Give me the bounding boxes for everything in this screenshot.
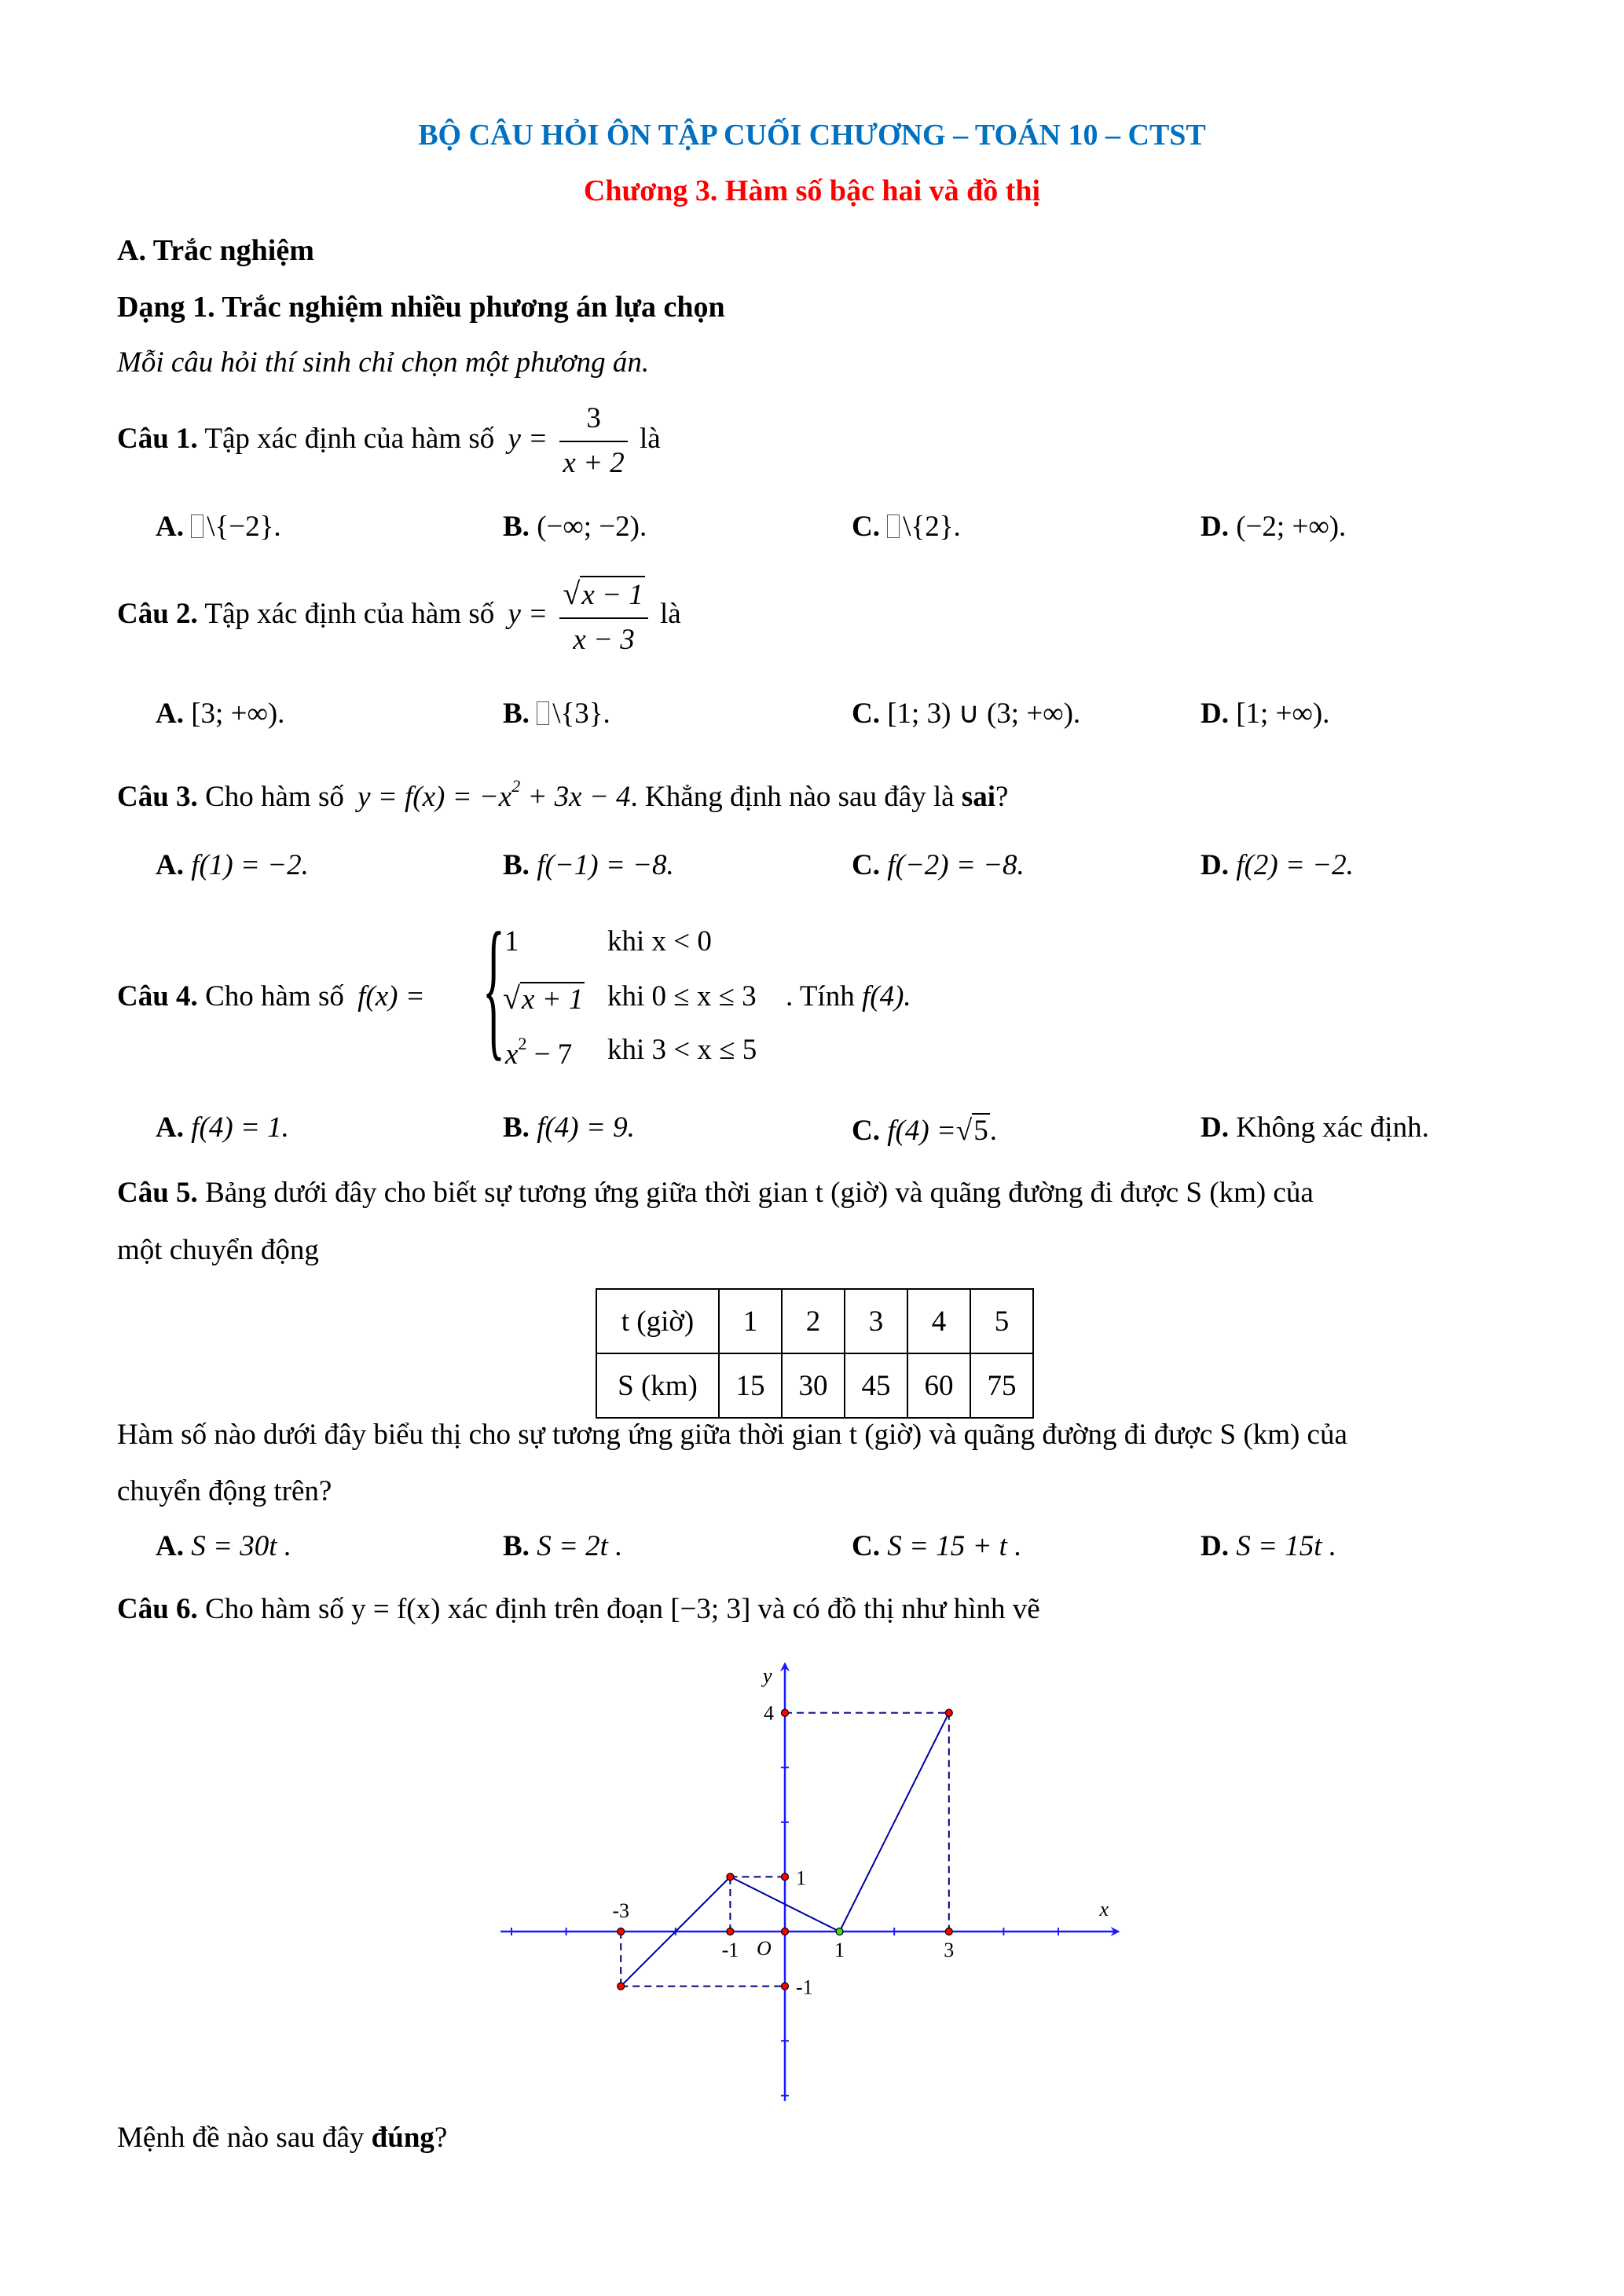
question-label: Câu 4. xyxy=(117,980,198,1013)
highlight-point xyxy=(836,1928,843,1935)
question-5-ask-line1: Hàm số nào dưới đây biểu thị cho sự tương ứng giữa thời gian t (giờ) và quãng đường đi được S (km) của xyxy=(117,1419,1347,1451)
function-polyline xyxy=(621,1713,949,1987)
marked-point xyxy=(782,1709,789,1716)
x-axis-label: x xyxy=(1099,1898,1109,1921)
ask-end: ? xyxy=(434,2122,448,2154)
case-expr: x + 1 xyxy=(521,983,584,1016)
option-a[interactable] xyxy=(156,699,284,728)
option-a[interactable] xyxy=(156,512,281,541)
section-heading: A. Trắc nghiệm xyxy=(117,234,314,267)
table-cell: 1 xyxy=(719,1289,782,1353)
case-2 xyxy=(503,982,585,1014)
table-cell: 4 xyxy=(907,1289,970,1353)
marked-point xyxy=(945,1928,952,1935)
case-3-cond: khi 3 < x ≤ 5 xyxy=(607,1034,757,1066)
fraction-denominator: x − 3 xyxy=(573,623,635,656)
option-letter: A. xyxy=(156,849,184,881)
ask-text: Mệnh đề nào sau đây xyxy=(117,2122,365,2154)
question-tail: là xyxy=(659,598,681,631)
option-c[interactable] xyxy=(852,1532,1021,1561)
option-letter: A. xyxy=(156,1111,184,1144)
table-cell: 30 xyxy=(782,1353,845,1418)
option-text: S = 30t . xyxy=(191,1530,291,1562)
document-title: BỘ CÂU HỎI ÔN TẬP CUỐI CHƯƠNG – TOÁN 10 – CTST xyxy=(418,119,1206,152)
marked-point xyxy=(945,1709,952,1716)
question-text: Cho hàm số y = f(x) xác định trên đoạn [−3; 3] và có đồ thị như hình vẽ xyxy=(205,1593,1040,1625)
option-text: S = 15t . xyxy=(1236,1530,1336,1562)
option-text: f(−2) = −8. xyxy=(887,849,1025,881)
table-cell: 75 xyxy=(970,1353,1033,1418)
question-6-ask xyxy=(117,2123,447,2152)
case-3: $x^2 - 7$ xyxy=(505,1034,573,1071)
option-c[interactable] xyxy=(852,699,1080,728)
option-letter: A. xyxy=(156,698,184,730)
option-d[interactable] xyxy=(1201,1532,1336,1561)
sqrt-sign-icon: √ xyxy=(955,1115,973,1147)
question-1 xyxy=(117,402,661,480)
option-a[interactable] xyxy=(156,851,309,880)
question-label: Câu 2. xyxy=(117,598,198,631)
fraction-numerator: 3 xyxy=(559,402,627,442)
table-row xyxy=(596,1353,1033,1418)
option-text: [3; +∞). xyxy=(191,698,285,730)
emphasis: sai xyxy=(961,781,996,813)
question-tail: là xyxy=(640,423,661,456)
option-b[interactable] xyxy=(503,851,674,880)
option-c[interactable] xyxy=(852,512,961,541)
option-c[interactable] xyxy=(852,851,1025,880)
data-table xyxy=(596,1288,1034,1419)
option-letter: C. xyxy=(852,511,880,543)
option-text: f(4) = xyxy=(887,1115,956,1147)
table-cell: S (km) xyxy=(596,1353,719,1418)
option-text: \{−2}. xyxy=(207,511,281,543)
option-letter: B. xyxy=(503,698,530,730)
option-text: f(4) = 9. xyxy=(537,1111,635,1144)
table-cell: 2 xyxy=(782,1289,845,1353)
marked-point xyxy=(618,1983,625,1990)
question-5-ask-line2: chuyển động trên? xyxy=(117,1475,332,1507)
case-1-cond: khi x < 0 xyxy=(607,925,712,958)
radicand: x − 1 xyxy=(580,576,644,613)
axes xyxy=(500,1664,1118,2101)
fraction xyxy=(559,402,627,480)
table-cell: 3 xyxy=(845,1289,907,1353)
ask-formula: f(4). xyxy=(861,980,911,1013)
question-label: Câu 5. xyxy=(117,1177,198,1209)
x-tick-label: -1 xyxy=(721,1939,739,1961)
x-tick-label: 3 xyxy=(944,1939,955,1961)
option-d[interactable] xyxy=(1201,699,1329,728)
option-d[interactable] xyxy=(1201,512,1346,541)
option-letter: B. xyxy=(503,511,530,543)
question-2 xyxy=(117,576,681,657)
formula-lhs: y = xyxy=(508,598,548,631)
question-3 xyxy=(117,778,1008,811)
missing-glyph-icon xyxy=(887,514,900,538)
option-letter: C. xyxy=(852,849,880,881)
option-text: Không xác định. xyxy=(1236,1111,1429,1144)
question-text: Cho hàm số xyxy=(205,781,344,813)
marked-point xyxy=(618,1928,625,1935)
fraction-denominator: x + 2 xyxy=(563,446,625,479)
option-letter: C. xyxy=(852,698,880,730)
fraction-numerator xyxy=(559,576,647,619)
marked-point xyxy=(782,1928,789,1935)
missing-glyph-icon xyxy=(191,514,203,538)
instruction-text: Mỗi câu hỏi thí sinh chỉ chọn một phương án. xyxy=(117,346,650,379)
y-tick-label: -1 xyxy=(796,1976,813,1999)
question-4-lead xyxy=(117,982,425,1011)
option-letter: C. xyxy=(852,1115,880,1147)
marked-point xyxy=(727,1928,734,1935)
option-letter: A. xyxy=(156,511,184,543)
option-d[interactable] xyxy=(1201,851,1354,880)
y-tick-label: 1 xyxy=(796,1866,806,1890)
question-text-2: . Khẳng định nào sau đây là xyxy=(630,781,955,813)
option-text: (−2; +∞). xyxy=(1236,511,1347,543)
table-cell: 15 xyxy=(719,1353,782,1418)
option-text: [1; +∞). xyxy=(1236,698,1330,730)
option-d[interactable] xyxy=(1201,1113,1429,1142)
fraction xyxy=(559,576,647,657)
option-letter: D. xyxy=(1201,849,1229,881)
question-text: Bảng dưới đây cho biết sự tương ứng giữa thời gian t (giờ) và quãng đường đi được S (km) của xyxy=(205,1177,1314,1209)
question-5-line2: một chuyển động xyxy=(117,1234,319,1266)
question-6 xyxy=(117,1595,1040,1624)
missing-glyph-icon xyxy=(537,701,549,725)
sqrt-sign-icon: √ xyxy=(563,576,581,611)
table-cell: 60 xyxy=(907,1353,970,1418)
case-expr: 1 xyxy=(504,925,519,958)
chapter-subtitle: Chương 3. Hàm số bậc hai và đồ thị xyxy=(583,174,1041,207)
option-letter: D. xyxy=(1201,1111,1229,1144)
option-letter: B. xyxy=(503,1530,530,1562)
option-letter: B. xyxy=(503,1111,530,1144)
formula-lhs: f(x) = xyxy=(357,980,425,1013)
option-text: f(2) = −2. xyxy=(1236,849,1354,881)
section-subheading: Dạng 1. Trắc nghiệm nhiều phương án lựa chọn xyxy=(117,291,725,324)
option-text: S = 2t . xyxy=(537,1530,623,1562)
option-text: f(1) = −2. xyxy=(191,849,309,881)
option-text: \{2}. xyxy=(903,511,961,543)
question-4-ask xyxy=(786,982,911,1011)
curve xyxy=(621,1713,949,1987)
option-letter: A. xyxy=(156,1530,184,1562)
question-text: Cho hàm số xyxy=(205,980,344,1013)
option-b[interactable] xyxy=(503,512,647,541)
question-end: ? xyxy=(995,781,1009,813)
option-text: (−∞; −2). xyxy=(537,511,647,543)
option-letter: C. xyxy=(852,1530,880,1562)
table-cell: t (giờ) xyxy=(596,1289,719,1353)
option-letter: D. xyxy=(1201,511,1229,543)
question-text: Tập xác định của hàm số xyxy=(204,423,495,456)
sqrt-sign-icon: √ xyxy=(503,980,520,1016)
marked-point xyxy=(782,1873,789,1880)
labels xyxy=(612,1664,1109,1999)
option-text: S = 15 + t . xyxy=(887,1530,1022,1562)
option-a[interactable] xyxy=(156,1113,289,1142)
question-label: Câu 3. xyxy=(117,781,198,813)
option-b[interactable] xyxy=(503,699,610,728)
guide-lines xyxy=(621,1713,949,1987)
formula-lhs: y = xyxy=(508,423,548,456)
case-1 xyxy=(504,927,519,956)
option-a[interactable] xyxy=(156,1532,291,1561)
x-tick-label: -3 xyxy=(612,1899,630,1922)
table-row xyxy=(596,1289,1033,1353)
case-2-cond: khi 0 ≤ x ≤ 3 xyxy=(607,980,757,1013)
option-text: \{3}. xyxy=(552,698,610,730)
option-letter: D. xyxy=(1201,698,1229,730)
x-tick-label: 1 xyxy=(834,1939,845,1961)
radicand: 5 xyxy=(973,1115,988,1147)
question-label: Câu 6. xyxy=(117,1593,198,1625)
option-text: f(−1) = −8. xyxy=(537,849,674,881)
option-b[interactable] xyxy=(503,1532,622,1561)
points xyxy=(618,1709,953,1990)
question-5 xyxy=(117,1178,1314,1207)
option-b[interactable] xyxy=(503,1113,635,1142)
option-letter: D. xyxy=(1201,1530,1229,1562)
y-tick-label: 4 xyxy=(764,1701,774,1725)
option-c[interactable]: C. f(4) =√5. xyxy=(852,1115,997,1147)
left-brace-icon: { xyxy=(482,901,505,1075)
table-cell: 45 xyxy=(845,1353,907,1418)
table-cell: 5 xyxy=(970,1289,1033,1353)
option-letter: B. xyxy=(503,849,530,881)
y-axis-label: y xyxy=(763,1664,772,1687)
option-text: f(4) = 1. xyxy=(191,1111,289,1144)
option-text: [1; 3) ∪ (3; +∞). xyxy=(887,698,1081,730)
question-label: Câu 1. xyxy=(117,423,198,456)
emphasis: đúng xyxy=(371,2122,434,2154)
marked-point xyxy=(782,1983,789,1990)
origin-label: O xyxy=(757,1937,772,1960)
marked-point xyxy=(727,1873,734,1880)
ask-text: . Tính xyxy=(786,980,855,1013)
question-text: Tập xác định của hàm số xyxy=(204,598,495,631)
formula: $y = f(x) = -x^2 + 3x - 4$ xyxy=(357,776,631,813)
